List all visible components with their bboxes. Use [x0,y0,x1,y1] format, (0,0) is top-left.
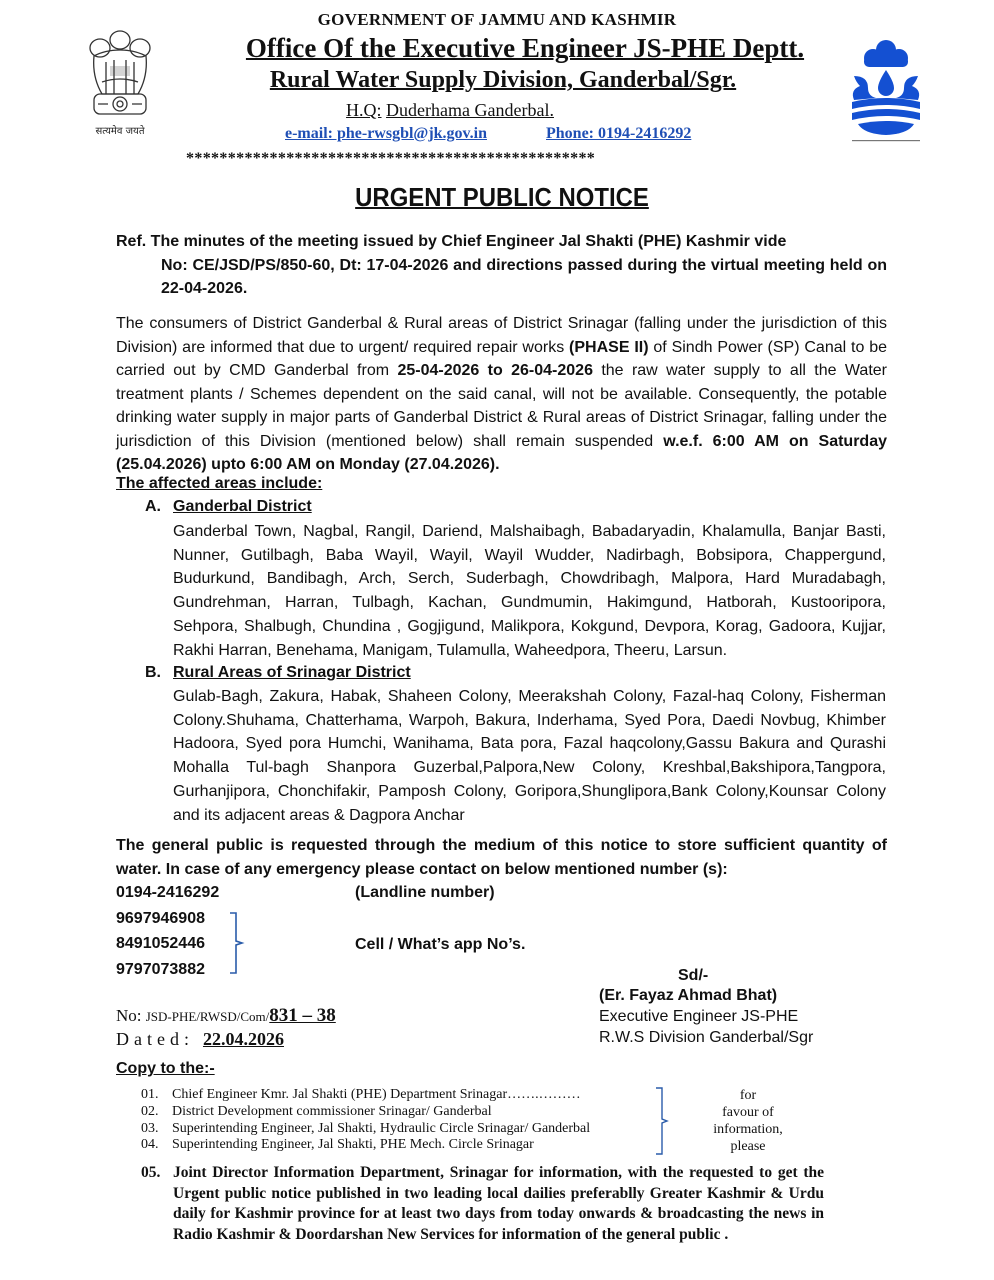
ref-line-2: No: CE/JSD/PS/850-60, Dt: 17-04-2026 and directions passed during the virtual meeting held on 22-04-2026. [161,256,887,297]
copy-item-text: Superintending Engineer, Jal Shakti, PHE Mech. Circle Srinagar [172,1137,534,1153]
section-a-areas: Ganderbal Town, Nagbal, Rangil, Dariend, Malshaibagh, Babadaryadin, Khalamulla, Banjar Basti, Nunner, Gutilbagh, Baba Wayil, Wayil, Wayil Wudder, Nadirbagh, Bobsipora, Chappergund, Budurkund, Bandibagh, Arch, Serch, Suderbagh, Chowdribagh, Malpora, Hard Muradabagh, Gundrehman, Harran, Tulbagh, Kachan, Gundmumin, Hakimgund, Hatborah, Kustooripora, Sehpora, Shalbugh, Chundina , Gogjigund, Malikpora, Kokgund, Devpora, Korag, Gadoora, Kujjar, Rakhi Harran, Benehama, Manigam, Tulamulla, Waheedpora, Theeru, Larsun. [173,523,886,659]
section-b-title: Rural Areas of Srinagar District [173,664,411,681]
email-link[interactable]: e-mail: phe-rwsgbl@jk.gov.in [285,125,487,142]
signatory-division: R.W.S Division Ganderbal/Sgr [599,1029,814,1046]
asterisk-separator: ************************************************* [186,150,596,167]
landline-label: (Landline number) [355,884,495,901]
dated-value: 22.04.2026 [202,1029,284,1049]
copy-item-text: Joint Director Information Department, Srinagar for information, with the requested to get the Urgent public notice published in two leading local dailies preferablly Greater Kashmir & Urdu daily for Kashmir province for at least two days from today onwards & broadcasting the news in Radio Kashmir & Doordarshan New Services for information of the general public . [173,1164,824,1243]
copy-item-text: Chief Engineer Kmr. Jal Shakti (PHE) Department Srinagar…….……… [172,1087,581,1102]
copy-note-line: favour of [722,1105,774,1120]
right-brace-icon [652,1086,670,1156]
water-drop-logo-icon [846,38,926,142]
copy-item-number: 04. [141,1137,159,1153]
headquarters-line [0,100,900,121]
copy-item-5 [141,1163,824,1245]
repair-dates: 25-04-2026 to 26-04-2026 [397,362,593,379]
copy-note-line: information, [713,1122,783,1137]
public-request: The general public is requested through the medium of this notice to store sufficient quantity of water. In case of any emergency please contact on below mentioned number (s): [116,837,887,878]
landline-number: 0194-2416292 [116,884,220,901]
copy-note [688,1087,808,1155]
cell-number-2: 8491052446 [116,935,205,952]
para-text-3: the raw water supply to all the Water treatment plants / Schemes dependent on the said canal, will not be available. Consequently, the potable drinking water supply in major parts of Ganderbal District & Rural areas of District Srinagar, falling under the jurisdiction of this Division (mentioned below) shall remain suspended [116,362,887,450]
cell-number-1: 9697946908 [116,910,205,927]
signatory-name: (Er. Fayaz Ahmad Bhat) [599,987,778,1004]
copy-item-number: 02. [141,1103,159,1119]
copy-item-number: 01. [141,1087,159,1102]
suspension-period: w.e.f. 6:00 AM on Saturday (25.04.2026) upto 6:00 AM on Monday (27.04.2026). [116,432,887,473]
reference-number [116,1005,336,1027]
svg-text:सत्यमेव जयते: सत्यमेव जयते [95,126,145,137]
para-text-1: The consumers of District Ganderbal & Rural areas of District Srinagar (falling under the jurisdiction of this Division) are informed that due to urgent/ required repair works [116,315,887,356]
cell-number-3: 9797073882 [116,961,205,978]
government-heading: GOVERNMENT OF JAMMU AND KASHMIR [317,10,677,29]
copy-note-line: for [739,1088,757,1103]
dated-label: Dated: [116,1029,194,1049]
phase-label: (PHASE II) [569,338,649,356]
section-b-label: B. [145,664,161,681]
copy-item [141,1121,590,1138]
signature-sd: Sd/- [678,967,709,984]
copy-to-heading: Copy to the:- [116,1060,215,1077]
notice-paragraph [116,312,887,477]
ref-no-value: 831 – 38 [269,1005,336,1026]
copy-item-number: 05. [141,1164,161,1181]
copy-note-line: please [730,1139,766,1154]
jal-shakti-logo [846,38,926,142]
signatory-designation: Executive Engineer JS-PHE [599,1008,799,1025]
hq-label: H.Q: [346,100,382,120]
copy-item [141,1137,590,1154]
copy-item-text: District Development commissioner Srinagar/ Ganderbal [172,1103,492,1119]
phone-link[interactable]: Phone: 0194-2416292 [546,125,692,142]
affected-areas-heading: The affected areas include: [116,475,323,492]
ref-no-label: No: [116,1006,142,1025]
right-brace-icon [226,911,248,975]
cell-label: Cell / What’s app No’s. [355,936,526,953]
copy-item-number: 03. [141,1120,159,1136]
dated-line [116,1029,290,1050]
copy-item [141,1104,590,1121]
section-a-label: A. [145,498,161,515]
copy-item-text: Superintending Engineer, Jal Shakti, Hydraulic Circle Srinagar/ Ganderbal [172,1120,591,1136]
hq-value: Duderhama Ganderbal. [386,100,554,120]
reference-paragraph [116,230,887,301]
ref-line-1: Ref. The minutes of the meeting issued by Chief Engineer Jal Shakti (PHE) Kashmir vide [116,233,787,250]
para-text-2: of Sindh Power (SP) Canal to be carried out by CMD Ganderbal from [116,338,887,379]
section-a-title: Ganderbal District [173,498,312,515]
copy-item [141,1087,590,1104]
ref-no-prefix: JSD-PHE/RWSD/Com/ [145,1009,270,1024]
section-b-areas: Gulab-Bagh, Zakura, Habak, Shaheen Colony, Meerakshah Colony, Fazal-haq Colony, Fisherman Colony.Shuhama, Chatterhama, Warpoh, Bakura, Inderhama, Syed Pora, Daedi Novbug, Khimber Hadoora, Syed pora Humchi, Wanihama, Bata pora, Fazal haqcolony,Gassu Bakura and Qurashi Mohalla Tul-bagh Shanpora Guzerbal,Palpora,New Colony, Kreshbal,Bakshipora,Tangpora, Gurhanjipora, Chonchifakir, Pamposh Colony, Goripora,Shunglipora,Bank Colony,Kounsar Colony and its adjacent areas & Dagpora Anchar [173,688,886,824]
copy-list [141,1087,590,1154]
division-heading: Rural Water Supply Division, Ganderbal/Sgr. [269,67,737,93]
office-heading: Office Of the Executive Engineer JS-PHE Deptt. [245,33,805,63]
notice-title: URGENT PUBLIC NOTICE [355,182,649,212]
